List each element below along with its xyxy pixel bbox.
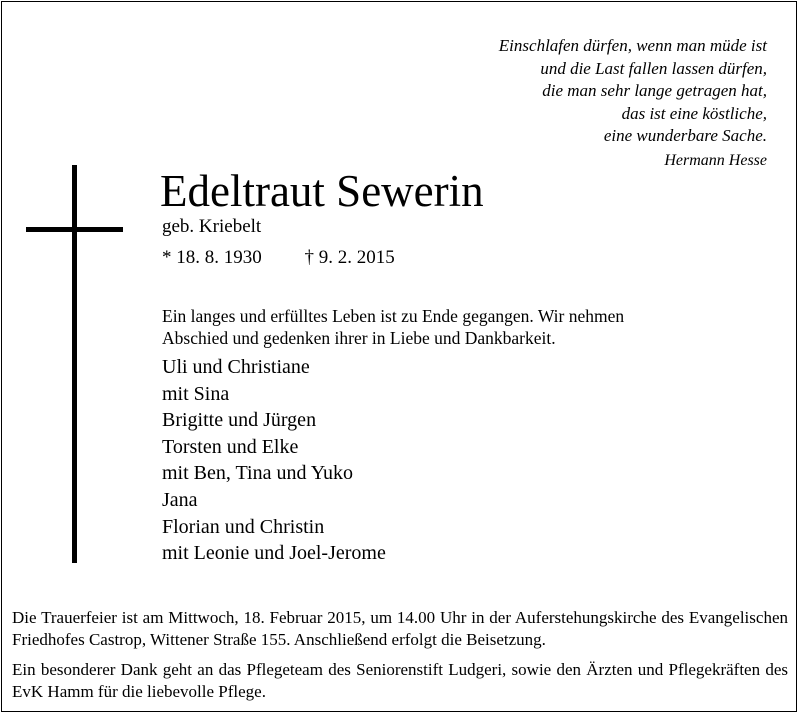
mourner-line: mit Sina [162,382,230,405]
maiden-name: geb. Kriebelt [162,216,262,237]
quote [499,35,767,148]
mourner-line: Torsten und Elke [162,435,299,458]
mourner-line: Brigitte und Jürgen [162,409,317,432]
mourner-line: Uli und Christiane [162,356,310,378]
farewell-text: Ein langes und erfülltes Leben ist zu Ende gegangen. Wir nehmen Abschied und gedenken ihrer in Liebe und Dankbarkeit. [162,306,625,348]
death-date: † 9. 2. 2015 [304,247,395,268]
mourner-line: Florian und Christin [162,515,325,538]
quote-line: und die Last fallen lassen dürfen, [540,58,767,78]
mourner-line: Jana [162,488,198,511]
quote-line: Einschlafen dürfen, wenn man müde ist [498,36,767,55]
deceased-name: Edeltraut Sewerin [160,166,484,216]
birth-date: * 18. 8. 1930 [162,247,262,268]
mourners-list [162,354,386,567]
cross-icon [72,165,77,563]
mourner-line: mit Leonie und Joel-Jerome [162,542,386,565]
life-dates [162,247,395,269]
obituary-frame [1,1,797,712]
quote-line: das ist eine köstliche, [621,103,767,123]
quote-line: die man sehr lange getragen hat, [542,81,767,100]
info-section [12,607,788,711]
thanks-text: Ein besonderer Dank geht an das Pflegeteam des Seniorenstift Ludgeri, sowie den Ärzten und Pflegekräften des EvK Hamm für die liebevolle Pflege. [12,660,788,701]
quote-line: eine wunderbare Sache. [603,126,767,145]
funeral-info: Die Trauerfeier ist am Mittwoch, 18. Februar 2015, um 14.00 Uhr in der Auferstehungskirche des Evangelischen Friedhofes Castrop, Wittener Straße 155. Anschließend erfolgt die Beisetzung. [12,608,788,649]
cross-icon-bar [26,227,123,232]
mourner-line: mit Ben, Tina und Yuko [162,462,353,485]
quote-author: Hermann Hesse [664,152,767,169]
